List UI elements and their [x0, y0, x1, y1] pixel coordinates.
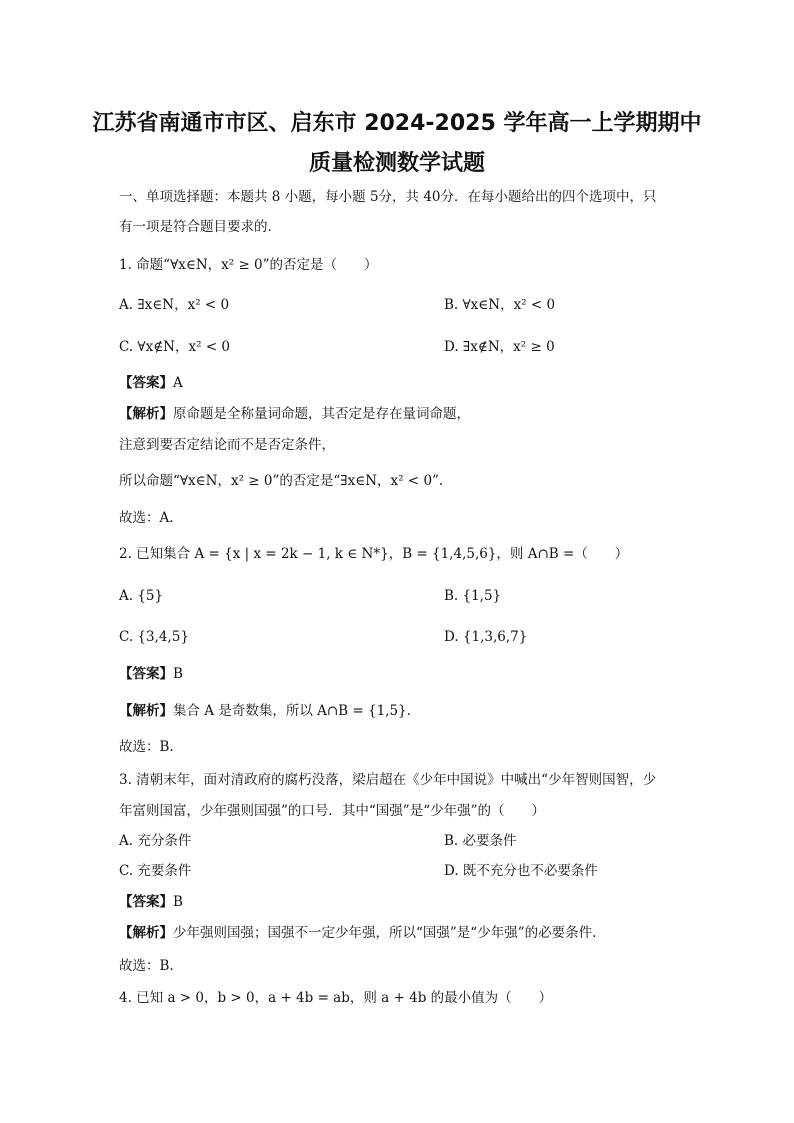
analysis-text: 集合 A 是奇数集，所以 A∩B = {1,5}.: [173, 703, 411, 719]
question-3-stem-line-2: 年富则国富，少年强则国强”的口号．其中“国强”是“少年强”的（ ）: [119, 803, 546, 819]
analysis-text: 少年强则国强；国强不一定少年强，所以“国强”是“少年强”的必要条件.: [173, 925, 597, 941]
answer-value: A: [173, 375, 183, 391]
question-1-option-c: C. ∀x∉N，x² < 0: [119, 339, 231, 355]
question-4-stem: 4. 已知 a > 0，b > 0，a + 4b = ab，则 a + 4b 的最小值为（ ）: [119, 990, 553, 1006]
question-1-option-a: A. ∃x∈N，x² < 0: [119, 297, 230, 313]
analysis-text-1: 原命题是全称量词命题，其否定是存在量词命题，: [173, 406, 470, 422]
question-2-analysis: [119, 702, 411, 720]
answer-value: B: [173, 666, 183, 682]
answer-value: B: [173, 894, 183, 910]
analysis-label: 【解析】: [119, 406, 173, 422]
question-2-conclusion: 故选：B.: [119, 739, 174, 755]
question-3-option-a: A. 充分条件: [119, 833, 192, 849]
question-2-answer: [119, 665, 183, 683]
question-3-option-c: C. 充要条件: [119, 863, 192, 879]
question-1-analysis: [119, 405, 470, 423]
question-3-option-d: D. 既不充分也不必要条件: [444, 863, 598, 879]
question-1-stem: 1. 命题“∀x∈N，x² ≥ 0”的否定是（ ）: [119, 257, 378, 273]
question-1-answer: [119, 374, 183, 392]
question-2-option-b: B. {1,5}: [444, 588, 502, 604]
question-1-conclusion: 故选：A.: [119, 510, 174, 526]
question-3-option-b: B. 必要条件: [444, 833, 517, 849]
section-heading-line-1: 一、单项选择题：本题共 8 小题，每小题 5分，共 40分．在每小题给出的四个选项中，只: [119, 189, 657, 205]
question-2-option-c: C. {3,4,5}: [119, 629, 189, 645]
section-heading-line-2: 有一项是符合题目要求的．: [119, 219, 281, 235]
question-3-conclusion: 故选：B.: [119, 958, 174, 974]
question-2-stem: 2. 已知集合 A = {x | x = 2k − 1, k ∈ N*}，B = {1,4,5,6}，则 A∩B =（ ）: [119, 546, 629, 562]
question-2-option-d: D. {1,3,6,7}: [444, 629, 528, 645]
question-1-option-b: B. ∀x∈N，x² < 0: [444, 297, 556, 313]
question-3-stem-line-1: 3. 清朝末年，面对清政府的腐朽没落，梁启超在《少年中国说》中喊出“少年智则国智，少: [119, 772, 657, 788]
answer-label: 【答案】: [119, 666, 173, 682]
analysis-label: 【解析】: [119, 925, 173, 941]
document-title-line-2: 质量检测数学试题: [308, 151, 485, 176]
analysis-label: 【解析】: [119, 703, 173, 719]
document-title-line-1: 江苏省南通市市区、启东市 2024-2025 学年高一上学期期中: [92, 111, 702, 136]
answer-label: 【答案】: [119, 375, 173, 391]
question-3-answer: [119, 893, 183, 911]
question-2-option-a: A. {5}: [119, 588, 164, 604]
question-1-option-d: D. ∃x∉N，x² ≥ 0: [444, 339, 555, 355]
question-3-analysis: [119, 924, 596, 942]
question-1-analysis-line-3: 所以命题“∀x∈N，x² ≥ 0”的否定是“∃x∈N，x² < 0”.: [119, 473, 444, 489]
answer-label: 【答案】: [119, 894, 173, 910]
question-1-analysis-line-2: 注意到要否定结论而不是否定条件，: [119, 437, 335, 453]
